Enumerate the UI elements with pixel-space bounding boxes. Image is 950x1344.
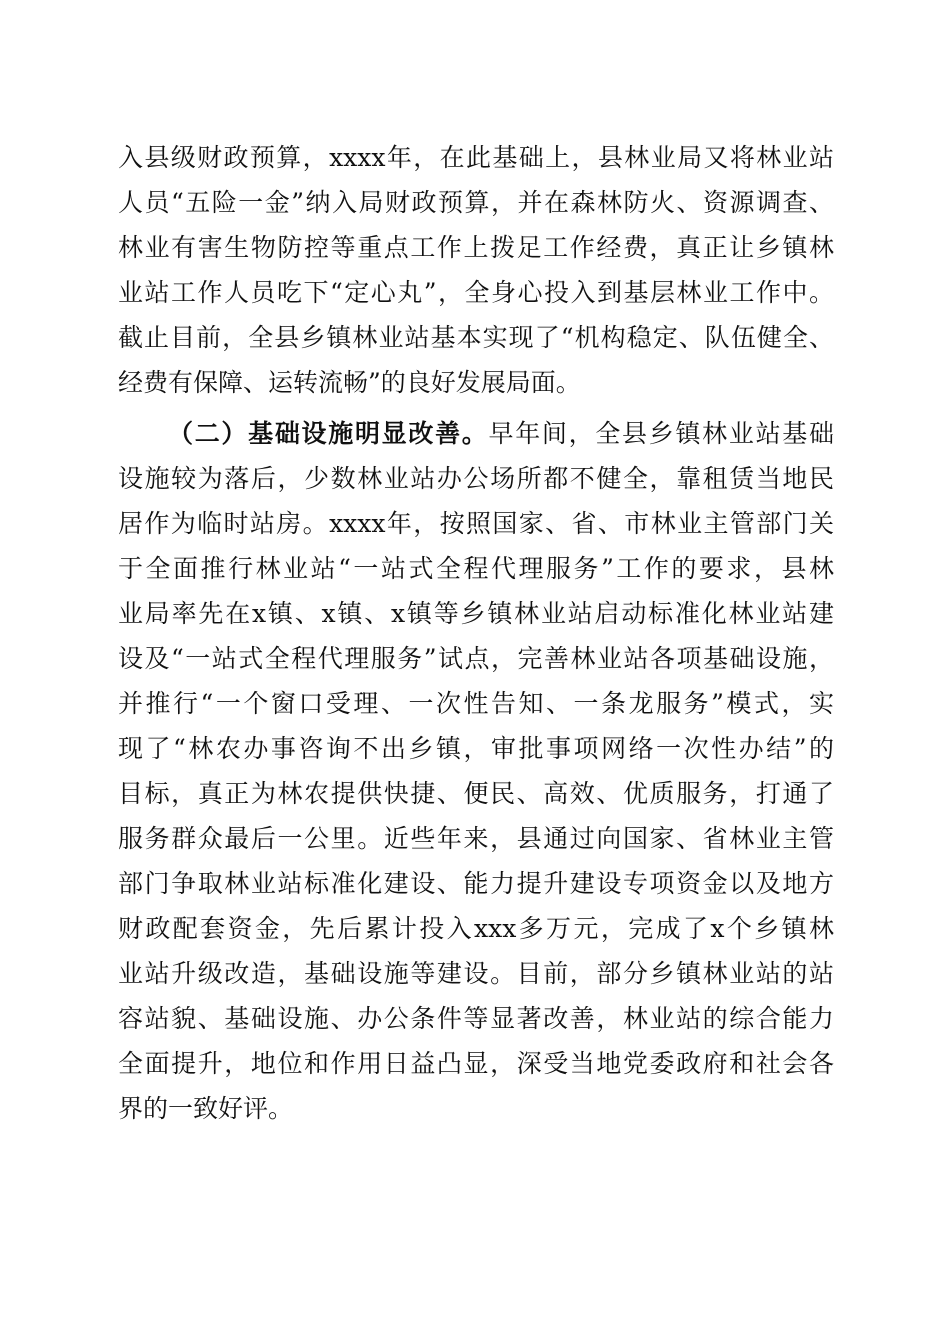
paragraph1-line-4: 业站工作人员吃下“定心丸”，全身心投入到基层林业工作中。 <box>118 278 834 307</box>
paragraph2-line-2: 设施较为落后，少数林业站办公场所都不健全，靠租赁当地民 <box>118 464 834 493</box>
paragraph2-line-6: 设及“一站式全程代理服务”试点，完善林业站各项基础设施， <box>118 644 834 673</box>
paragraph1-line-1: 入县级财政预算，xxxx年，在此基础上，县林业局又将林业站 <box>118 143 834 172</box>
paragraph1-line-2: 人员“五险一金”纳入局财政预算，并在森林防火、资源调查、 <box>118 188 834 217</box>
paragraph2-line-10: 服务群众最后一公里。近些年来，县通过向国家、省林业主管 <box>118 824 834 853</box>
paragraph2-line-3: 居作为临时站房。xxxx年，按照国家、省、市林业主管部门关 <box>118 509 834 538</box>
paragraph2-line-15: 全面提升，地位和作用日益凸显，深受当地党委政府和社会各 <box>118 1049 834 1078</box>
paragraph1-line-6: 经费有保障、运转流畅”的良好发展局面。 <box>118 368 581 397</box>
paragraph2-line-5: 业局率先在x镇、x镇、x镇等乡镇林业站启动标准化林业站建 <box>118 599 834 628</box>
paragraph2-line-9: 目标，真正为林农提供快捷、便民、高效、优质服务，打通了 <box>118 779 834 808</box>
paragraph2-line-12: 财政配套资金，先后累计投入xxx多万元，完成了x个乡镇林 <box>118 914 834 943</box>
paragraph2-line-16: 界的一致好评。 <box>118 1094 294 1123</box>
paragraph2-line-4: 于全面推行林业站“一站式全程代理服务”工作的要求，县林 <box>118 554 834 583</box>
paragraph1-line-5: 截止目前，全县乡镇林业站基本实现了“机构稳定、队伍健全、 <box>118 323 834 352</box>
paragraph2-first-line-text: 早年间，全县乡镇林业站基础 <box>488 419 834 448</box>
section-heading: （二）基础设施明显改善。 <box>168 419 489 448</box>
paragraph2-line-14: 容站貌、基础设施、办公条件等显著改善，林业站的综合能力 <box>118 1004 834 1033</box>
paragraph2-first-line <box>168 412 834 456</box>
paragraph2-line-7: 并推行“一个窗口受理、一次性告知、一条龙服务”模式，实 <box>118 689 834 718</box>
paragraph2-line-11: 部门争取林业站标准化建设、能力提升建设专项资金以及地方 <box>118 869 834 898</box>
paragraph2-line-13: 业站升级改造，基础设施等建设。目前，部分乡镇林业站的站 <box>118 959 834 988</box>
paragraph2-line-8: 现了“林农办事咨询不出乡镇，审批事项网络一次性办结”的 <box>118 734 834 763</box>
paragraph1-line-3: 林业有害生物防控等重点工作上拨足工作经费，真正让乡镇林 <box>118 233 834 262</box>
